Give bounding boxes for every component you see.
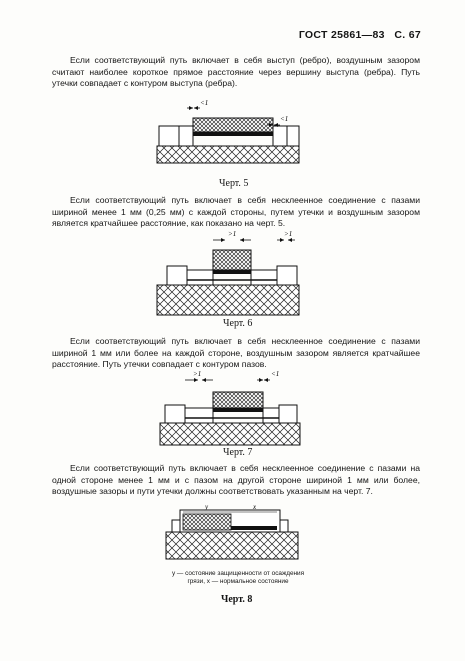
fig7-label-left: >1	[193, 370, 202, 378]
fig8-label-y: y	[205, 503, 209, 511]
paragraph-mixed-grooves: Если соответствующий путь включает в себя несклеенное соединение с пазами на одной стороне менее 1 мм и с пазом на другой стороне шириной 1 мм или более, воздушные зазоры и пути утечки должны соответствовать указанным на черт. 7.	[52, 463, 420, 497]
fig8-label-x: x	[253, 503, 257, 511]
fig5-label-left: <1	[200, 99, 209, 107]
figure-7-caption: Черт. 7	[223, 447, 253, 458]
standard-number: ГОСТ 25861—83	[298, 29, 385, 41]
paragraph-rib: Если соответствующий путь включает в себя выступ (ребро), воздушным зазором считают наиболее короткое прямое расстояние через вершину выступа (ребра). Путь утечки совпадает с контуром выступа (ребра).	[52, 55, 420, 89]
fig7-label-right: <1	[271, 370, 280, 378]
paragraph-narrow-grooves: Если соответствующий путь включает в себя несклеенное соединение с пазами шириной менее 1 мм (0,25 мм) с каждой стороны, путем утечки и воздушным зазором является кратчайшее расстояние, как показано на черт. 5.	[52, 195, 420, 229]
paragraph-wide-grooves: Если соответствующий путь включает в себя несклеенное соединение с пазами шириной 1 мм или более на каждой стороне, воздушным зазором является кратчайшее расстояние. Путь утечки совпадает с контуром пазов.	[52, 336, 420, 370]
figure-8-caption: Черт. 8	[221, 594, 253, 605]
fig6-label-right: >1	[284, 230, 293, 238]
figure-8-note: y — состояние защищенности от осаждения грязи, x — нормальное состояние	[171, 570, 305, 585]
figure-6-caption: Черт. 6	[223, 318, 253, 329]
fig5-label-right: <1	[280, 115, 289, 123]
page-number: С. 67	[394, 29, 421, 41]
fig6-label-left: >1	[228, 230, 237, 238]
figure-5-caption: Черт. 5	[219, 178, 249, 189]
